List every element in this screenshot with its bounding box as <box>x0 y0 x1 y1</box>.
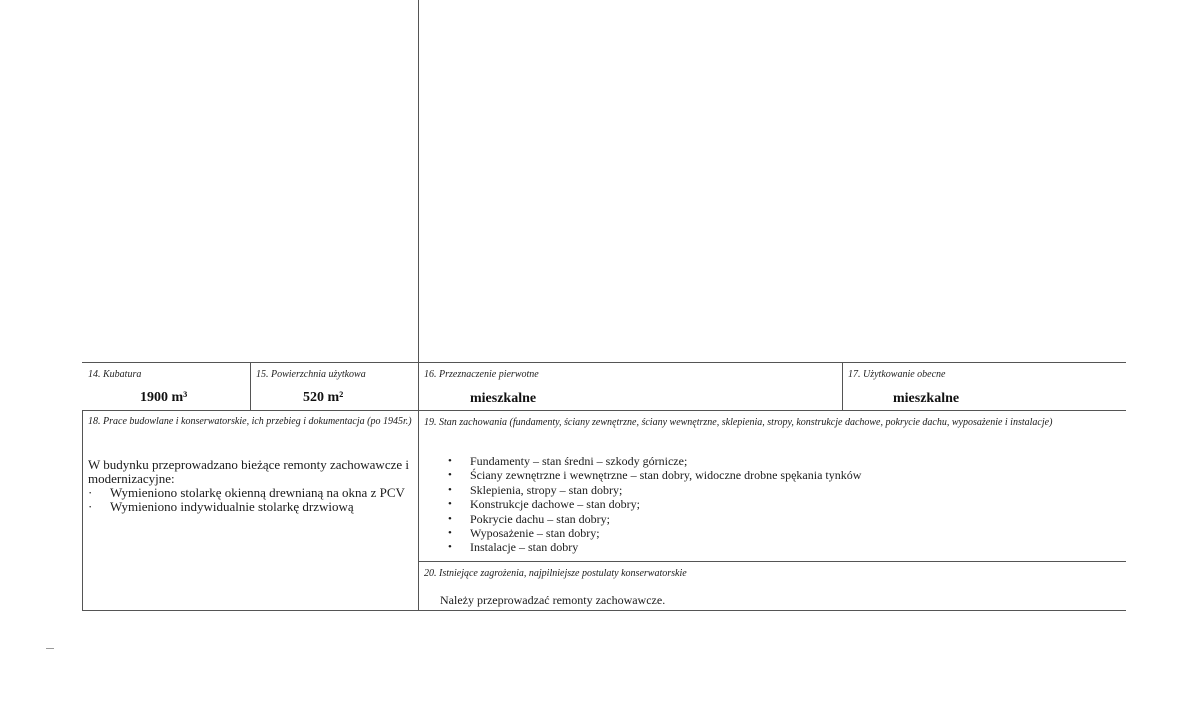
stan-list <box>448 454 1108 555</box>
stan-body <box>448 454 1108 555</box>
przeznaczenie-value: mieszkalne <box>470 391 537 406</box>
prace-intro: W budynku przeprowadzano bieżące remonty zachowawcze i modernizacyjne: <box>88 457 409 486</box>
rule-stan-bottom <box>418 561 1126 562</box>
stan-label: 19. Stan zachowania (fundamenty, ściany zewnętrzne, ściany wewnętrzne, sklepienia, stropy, konstrukcje dachowe, pokrycie dachu, wyposażenie i instalacje) <box>424 417 1053 428</box>
zagrozenia-text: Należy przeprowadzać remonty zachowawcze. <box>440 593 666 607</box>
prace-list <box>88 486 414 514</box>
rule-fields-bottom <box>82 410 1126 411</box>
stan-item: • Konstrukcje dachowe – stan dobry; <box>448 497 1108 511</box>
stan-item: • Instalacje – stan dobry <box>448 540 1108 554</box>
uzytkowanie-label: 17. Użytkowanie obecne <box>848 369 946 380</box>
kubatura-label: 14. Kubatura <box>88 369 142 380</box>
prace-label: 18. Prace budowlane i konserwatorskie, ich przebieg i dokumentacja (po 1945r.) <box>88 416 412 427</box>
stan-item: • Ściany zewnętrzne i wewnętrzne – stan dobry, widoczne drobne spękania tynków <box>448 468 1108 482</box>
col-divider-1 <box>250 362 251 410</box>
stan-item: • Fundamenty – stan średni – szkody górnicze; <box>448 454 1108 468</box>
left-border <box>82 410 83 610</box>
upper-divider <box>418 0 419 362</box>
powierzchnia-value: 520 m² <box>303 390 344 405</box>
prace-body <box>88 458 414 514</box>
stan-item: • Pokrycie dachu – stan dobry; <box>448 512 1108 526</box>
scan-speck <box>46 648 54 649</box>
col-divider-3 <box>842 362 843 410</box>
rule-top <box>82 362 1126 363</box>
zagrozenia-label: 20. Istniejące zagrożenia, najpilniejsze postulaty konserwatorskie <box>424 568 687 579</box>
stan-item: • Sklepienia, stropy – stan dobry; <box>448 483 1108 497</box>
stan-item: • Wyposażenie – stan dobry; <box>448 526 1108 540</box>
kubatura-value: 1900 m³ <box>140 390 188 405</box>
prace-item: · Wymieniono stolarkę okienną drewnianą na okna z PCV <box>88 486 414 500</box>
rule-bottom <box>82 610 1126 611</box>
prace-item: · Wymieniono indywidualnie stolarkę drzwiową <box>88 500 414 514</box>
przeznaczenie-label: 16. Przeznaczenie pierwotne <box>424 369 539 380</box>
col-divider-2 <box>418 362 419 610</box>
uzytkowanie-value: mieszkalne <box>893 391 960 406</box>
powierzchnia-label: 15. Powierzchnia użytkowa <box>256 369 366 380</box>
